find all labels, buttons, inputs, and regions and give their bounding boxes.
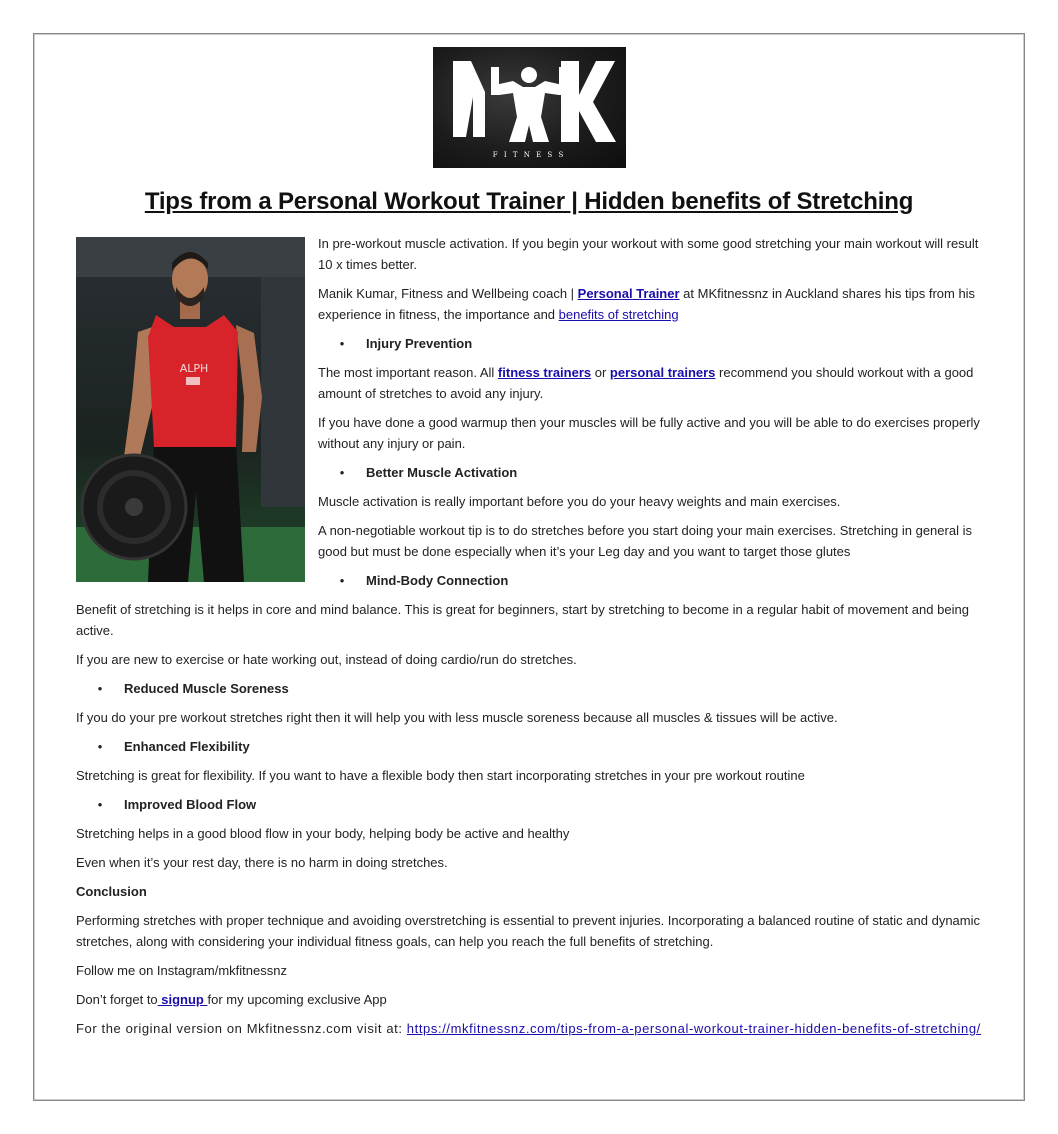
original-url-link[interactable]: https://mkfitnessnz.com/tips-from-a-personal-workout-trainer-hidden-benefits-of-stretching/ (406, 1021, 981, 1036)
bullet-label: Better Muscle Activation (366, 465, 518, 480)
author-text-2: at MKfitnessnz in Auckland shares his tips from his experience in fitness, the importance and (318, 286, 976, 322)
blood-paragraph-1: Stretching helps in a good blood flow in your body, helping body be active and healthy (76, 826, 570, 841)
bullet-label: Injury Prevention (366, 336, 473, 351)
svg-text:ALPH: ALPH (179, 362, 209, 375)
logo-graphic (433, 47, 626, 168)
bullet-label: Reduced Muscle Soreness (124, 681, 289, 696)
conclusion-heading: Conclusion (76, 884, 147, 899)
bullet-label: Improved Blood Flow (124, 797, 257, 812)
signup-paragraph (76, 989, 986, 1010)
intro-paragraph: In pre-workout muscle activation. If you begin your workout with some good stretching your main workout will result 10 x times better. (318, 236, 979, 272)
blood-paragraph-2: Even when it’s your rest day, there is no harm in doing stretches. (76, 855, 448, 870)
bullet-enhanced-flexibility (76, 736, 986, 757)
bullet-improved-blood-flow (76, 794, 986, 815)
soreness-paragraph: If you do your pre workout stretches right then it will help you with less muscle soreness because all muscles & tissues will be active. (76, 710, 838, 725)
article-body (76, 233, 986, 1047)
injury-text-post: recommend you should workout with a good amount of stretches to avoid any injury. (318, 365, 974, 401)
follow-instagram: Follow me on Instagram/mkfitnessnz (76, 963, 287, 978)
bullet-reduced-muscle-soreness (76, 678, 986, 699)
conclusion-paragraph: Performing stretches with proper technique and avoiding overstretching is essential to prevent injuries. Incorporating a balanced routine of static and dynamic stretches, along with considering your individual fitness goals, can help you reach the full benefits of stretching. (76, 913, 981, 949)
benefits-of-stretching-link[interactable]: benefits of stretching (558, 307, 679, 322)
injury-paragraph-2: If you have done a good warmup then your muscles will be fully active and you will be able to do exercises properly without any injury or pain. (318, 415, 980, 451)
mk-fitness-logo (433, 47, 626, 168)
bullet-better-muscle-activation (318, 462, 986, 483)
original-version-paragraph (76, 1018, 986, 1039)
bullet-dot: • (339, 573, 345, 588)
injury-text: The most important reason. All (318, 365, 498, 380)
author-text: Manik Kumar, Fitness and Wellbeing coach | (318, 286, 578, 301)
signup-text-post: for my upcoming exclusive App (207, 992, 387, 1007)
original-text: For the original version on Mkfitnessnz.com visit at: (76, 1021, 407, 1036)
bullet-mind-body-connection (318, 570, 986, 591)
bullet-dot: • (339, 465, 345, 480)
bullet-label: Enhanced Flexibility (124, 739, 250, 754)
injury-text-or: or (591, 365, 610, 380)
bullet-dot: • (97, 797, 103, 812)
personal-trainers-link[interactable]: personal trainers (609, 365, 716, 380)
bullet-dot: • (339, 336, 345, 351)
activation-paragraph-1: Muscle activation is really important before you do your heavy weights and main exercises. (318, 494, 841, 509)
mind-paragraph-1: Benefit of stretching is it helps in core and mind balance. This is great for beginners, start by stretching to become in a regular habit of movement and being active. (76, 602, 969, 638)
signup-link[interactable]: signup (157, 992, 208, 1007)
fitness-trainers-link[interactable]: fitness trainers (497, 365, 592, 380)
photo-spacer (76, 233, 318, 585)
flexibility-paragraph: Stretching is great for flexibility. If you want to have a flexible body then start incorporating stretches in your pre workout routine (76, 768, 805, 783)
mind-paragraph-2: If you are new to exercise or hate working out, instead of doing cardio/run do stretches. (76, 652, 577, 667)
page-title: Tips from a Personal Workout Trainer | Hidden benefits of Stretching (144, 188, 914, 215)
logo-subtext: F I T N E S S (492, 151, 566, 159)
bullet-dot: • (97, 739, 103, 754)
activation-paragraph-2: A non-negotiable workout tip is to do stretches before you start doing your main exercises. Stretching in general is good but must be done especially when it’s your Leg day and you want to target those glutes (318, 523, 972, 559)
bullet-label: Mind-Body Connection (366, 573, 509, 588)
signup-text: Don’t forget to (76, 992, 158, 1007)
bullet-dot: • (97, 681, 103, 696)
personal-trainer-link[interactable]: Personal Trainer (577, 286, 680, 301)
bullet-injury-prevention (318, 333, 986, 354)
